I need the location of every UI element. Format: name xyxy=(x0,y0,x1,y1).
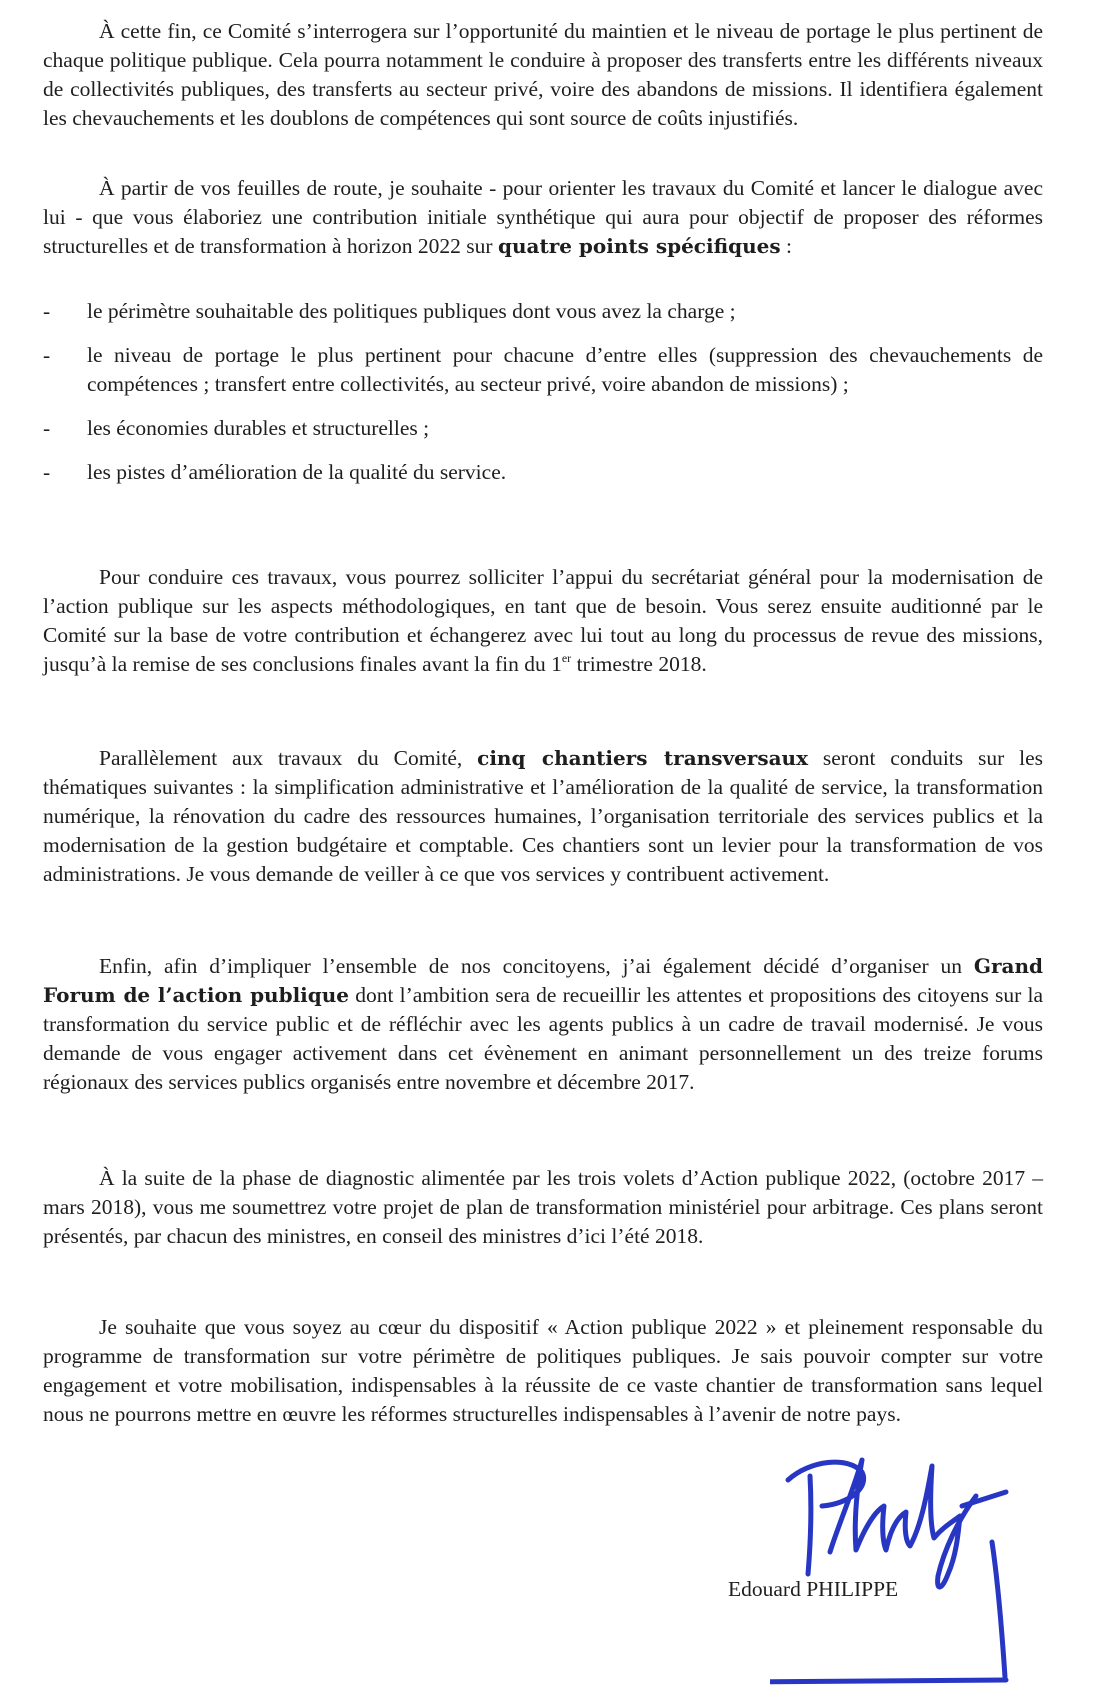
list-item-text: le périmètre souhaitable des politiques publiques dont vous avez la charge ; xyxy=(87,299,736,323)
paragraph-text: À partir de vos feuilles de route, je souhaite - pour orienter les travaux du Comité et lancer le dialogue avec lui - que vous élaboriez une contribution initiale synthétique qui aura pour objectif de proposer des réformes structurelles et de transformation à horizon 2022 sur xyxy=(43,176,1043,258)
bullet-dash: - xyxy=(43,299,51,323)
list-item xyxy=(43,414,1043,443)
list-item xyxy=(43,297,1043,326)
list-item xyxy=(43,458,1043,487)
paragraph-methodology-support xyxy=(43,563,1043,679)
superscript-text: er xyxy=(561,651,572,665)
paragraph-text: Parallèlement aux travaux du Comité, xyxy=(99,746,478,770)
emphasis-text: Grand Forum de l’action publique xyxy=(43,954,1043,1007)
paragraph-grand-forum xyxy=(43,952,1043,1097)
paragraph-comite-mission: À cette fin, ce Comité s’interrogera sur l’opportunité du maintien et le niveau de portage le plus pertinent de chaque politique publique. Cela pourra notamment le conduire à proposer des transferts entre les différents niveaux de collectivités publiques, des transferts au secteur privé, voire des abandons de missions. Il identifiera également les chevauchements et les doublons de compétences qui sont source de coûts injustifiés. xyxy=(43,19,1043,130)
paragraph-transformation-plan: À la suite de la phase de diagnostic alimentée par les trois volets d’Action publique 2022, (octobre 2017 – mars 2018), vous me soumettrez votre projet de plan de transformation ministériel pour arbitrage. Ces plans seront présentés, par chacun des ministres, en conseil des ministres d’ici l’été 2018. xyxy=(43,1166,1043,1248)
paragraph-transversal-projects xyxy=(43,744,1043,889)
paragraph-text: Enfin, afin d’impliquer l’ensemble de nos concitoyens, j’ai également décidé d’organiser un xyxy=(99,954,974,978)
paragraph-closing: Je souhaite que vous soyez au cœur du dispositif « Action publique 2022 » et pleinement responsable du programme de transformation sur votre périmètre de politiques publiques. Je sais pouvoir compter sur votre engagement et votre mobilisation, indispensables à la réussite de ce vaste chantier de transformation sans lequel nous ne pourrons mettre en œuvre les réformes structurelles indispensables à l’avenir de notre pays. xyxy=(43,1315,1043,1426)
bullet-dash: - xyxy=(43,343,51,367)
signer-name: Edouard PHILIPPE xyxy=(728,1577,899,1601)
paragraph-text: Pour conduire ces travaux, vous pourrez solliciter l’appui du secrétariat général pour la modernisation de l’action publique sur les aspects méthodologiques, en tant que de besoin. Vous serez ensuite auditionné par le Comité sur la base de votre contribution et échangerez avec lui tout au long du processus de revue des missions, jusqu’à la remise de ses conclusions finales avant la fin du 1 xyxy=(43,565,1043,676)
paragraph-text: seront conduits sur les thématiques suivantes : la simplification administrative et l’amélioration de la qualité de service, la transformation numérique, la rénovation du cadre des ressources humaines, l’organisation territoriale des services publics et la modernisation de la gestion budgétaire et comptable. Ces chantiers sont un levier pour la transformation de vos administrations. Je vous demande de veiller à ce que vos services y contribuent activement. xyxy=(43,746,1044,886)
bullet-dash: - xyxy=(43,460,51,484)
list-item-text: les pistes d’amélioration de la qualité du service. xyxy=(87,460,507,484)
emphasis-text: quatre points spécifiques xyxy=(497,234,781,258)
signature-strokes xyxy=(770,1460,1006,1682)
list-item-text: le niveau de portage le plus pertinent pour chacune d’entre elles (suppression des chevauchements de compétences ; transfert entre collectivités, au secteur privé, voire abandon de missions) ; xyxy=(87,343,1043,396)
emphasis-text: cinq chantiers transversaux xyxy=(477,746,809,770)
points-list xyxy=(43,297,1043,502)
paragraph-contribution-request xyxy=(43,174,1043,261)
list-item xyxy=(43,341,1043,399)
bullet-dash: - xyxy=(43,416,51,440)
handwritten-signature xyxy=(770,1432,1020,1697)
paragraph-text: trimestre 2018. xyxy=(571,652,707,676)
paragraph-text: dont l’ambition sera de recueillir les attentes et propositions des citoyens sur la transformation du service public et de réfléchir avec les agents publics à un cadre de travail modernisé. Je vous demande de vous engager activement dans cet évènement en animant personnellement un des treize forums régionaux des services publics organisés entre novembre et décembre 2017. xyxy=(43,983,1043,1094)
paragraph-text: : xyxy=(780,234,792,258)
list-item-text: les économies durables et structurelles ; xyxy=(87,416,430,440)
